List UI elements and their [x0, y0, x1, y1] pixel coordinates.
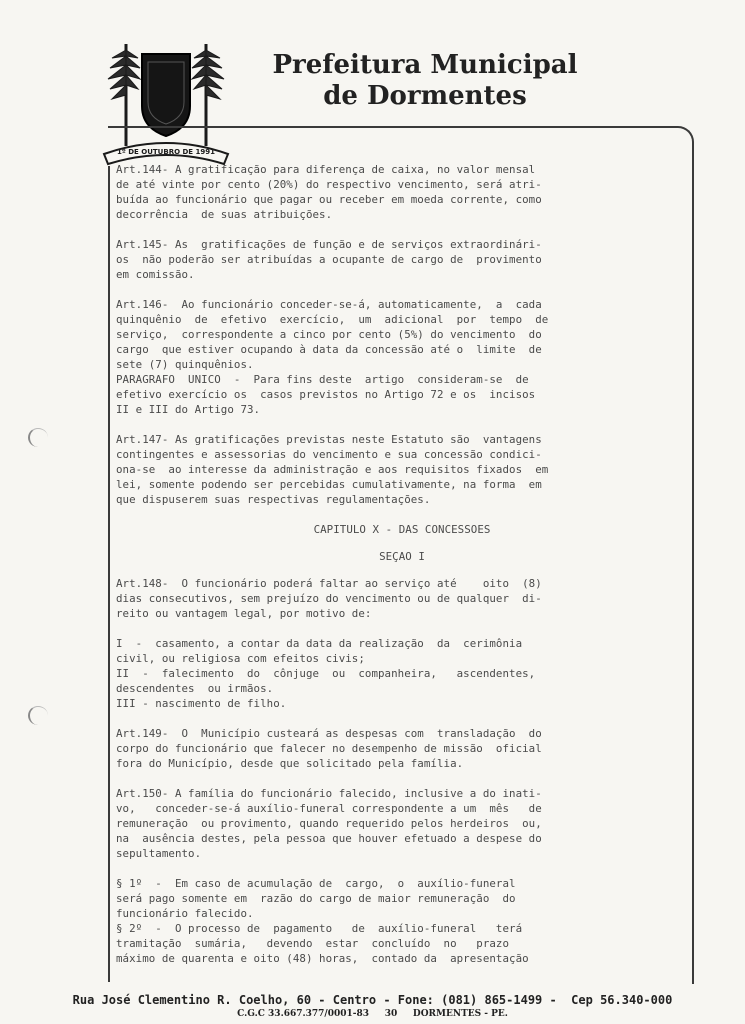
article-paragraph [116, 786, 688, 861]
text-line: decorrência de suas atribuições. [116, 208, 333, 221]
text-line: II e III do Artigo 73. [116, 403, 261, 416]
text-line: § 1º - Em caso de acumulação de cargo, o auxílio-funeral [116, 877, 516, 890]
text-line: PARAGRAFO UNICO - Para fins deste artigo consideram-se de [116, 373, 529, 386]
footer-info [0, 1009, 745, 1019]
footer-page-number: 30 [384, 1009, 398, 1019]
article-paragraph [116, 237, 688, 282]
text-line: contingentes e assessorias do vencimento e sua concessão condici- [116, 448, 542, 461]
text-line: remuneração ou provimento, quando requerido pelos herdeiros ou, [116, 817, 542, 830]
text-line: Art.147- As gratificações previstas neste Estatuto são vantagens [116, 433, 542, 446]
footer-address: Rua José Clementino R. Coelho, 60 - Centro - Fone: (081) 865-1499 - Cep 56.340-000 [72, 993, 673, 1007]
articles-block-1 [116, 162, 688, 507]
text-line: Art.148- O funcionário poderá faltar ao serviço até oito (8) [116, 577, 542, 590]
text-line: tramitação sumária, devendo estar concluído no prazo [116, 937, 510, 950]
text-line: os não poderão ser atribuídas a ocupante de cargo de provimento [116, 253, 542, 266]
text-line: que dispuserem suas respectivas regulamentações. [116, 493, 431, 506]
punch-hole-upper [28, 428, 48, 447]
text-line: será pago somente em razão do cargo de maior remuneração do [116, 892, 516, 905]
article-paragraph [116, 876, 688, 966]
text-line: descendentes ou irmãos. [116, 682, 274, 695]
text-line: I - casamento, a contar da data da realização da cerimônia [116, 637, 523, 650]
article-paragraph [116, 636, 688, 711]
page-border-left [108, 166, 110, 982]
article-paragraph [116, 297, 688, 417]
footer-cgc: C.G.C 33.667.377/0001-83 [237, 1009, 370, 1019]
header-title-line1: Prefeitura Municipal [272, 50, 578, 80]
section-heading: SEÇAO I [379, 550, 425, 563]
text-line: serviço, correspondente a cinco por cento (5%) do vencimento do [116, 328, 542, 341]
article-paragraph [116, 162, 688, 222]
footer-city: DORMENTES - PE. [412, 1009, 508, 1019]
text-line: fora do Município, desde que solicitado pela família. [116, 757, 464, 770]
text-line: reito ou vantagem legal, por motivo de: [116, 607, 372, 620]
text-line: em comissão. [116, 268, 195, 281]
text-line: civil, ou religiosa com efeitos civis; [116, 652, 365, 665]
text-line: ona-se ao interesse da administração e aos requisitos fixados em [116, 463, 549, 476]
text-line: máximo de quarenta e oito (48) horas, contado da apresentação [116, 952, 529, 965]
article-paragraph [116, 726, 688, 771]
page-header [240, 50, 610, 112]
crest-ribbon-text: 1º DE OUTUBRO DE 1991 [116, 148, 216, 156]
text-line: funcionário falecido. [116, 907, 254, 920]
text-line: vo, conceder-se-á auxílio-funeral correspondente a um mês de [116, 802, 542, 815]
document-body [116, 162, 688, 981]
chapter-heading: CAPITULO X - DAS CONCESSOES [313, 523, 491, 536]
text-line: lei, somente podendo ser percebidas cumulativamente, na forma em [116, 478, 542, 491]
text-line: Art.145- As gratificações de função e de serviços extraordinári- [116, 238, 542, 251]
articles-block-2 [116, 576, 688, 966]
header-title-line2: de Dormentes [323, 81, 527, 111]
text-line: Art.144- A gratificação para diferença de caixa, no valor mensal [116, 163, 536, 176]
text-line: de até vinte por cento (20%) do respectivo vencimento, será atri- [116, 178, 542, 191]
text-line: Art.146- Ao funcionário conceder-se-á, automaticamente, a cada [116, 298, 542, 311]
text-line: cargo que estiver ocupando à data da concessão até o limite de [116, 343, 542, 356]
text-line: III - nascimento de filho. [116, 697, 287, 710]
text-line: na ausência destes, pela pessoa que houver efetuado a despese do [116, 832, 542, 845]
text-line: corpo do funcionário que falecer no desempenho de missão oficial [116, 742, 542, 755]
text-line: dias consecutivos, sem prejuízo do vencimento ou de qualquer di- [116, 592, 542, 605]
text-line: quinquênio de efetivo exercício, um adicional por tempo de [116, 313, 549, 326]
text-line: Art.150- A família do funcionário falecido, inclusive a do inati- [116, 787, 542, 800]
text-line: II - falecimento do cônjuge ou companheira, ascendentes, [116, 667, 536, 680]
punch-hole-lower [28, 706, 48, 725]
text-line: buída ao funcionário que pagar ou receber em moeda corrente, como [116, 193, 542, 206]
article-paragraph [116, 432, 688, 507]
text-line: Art.149- O Município custeará as despesas com transladação do [116, 727, 542, 740]
text-line: § 2º - O processo de pagamento de auxílio-funeral terá [116, 922, 523, 935]
text-line: sepultamento. [116, 847, 202, 860]
text-line: efetivo exercício os casos previstos no Artigo 72 e os incisos [116, 388, 536, 401]
text-line: sete (7) quinquênios. [116, 358, 254, 371]
article-paragraph [116, 576, 688, 621]
